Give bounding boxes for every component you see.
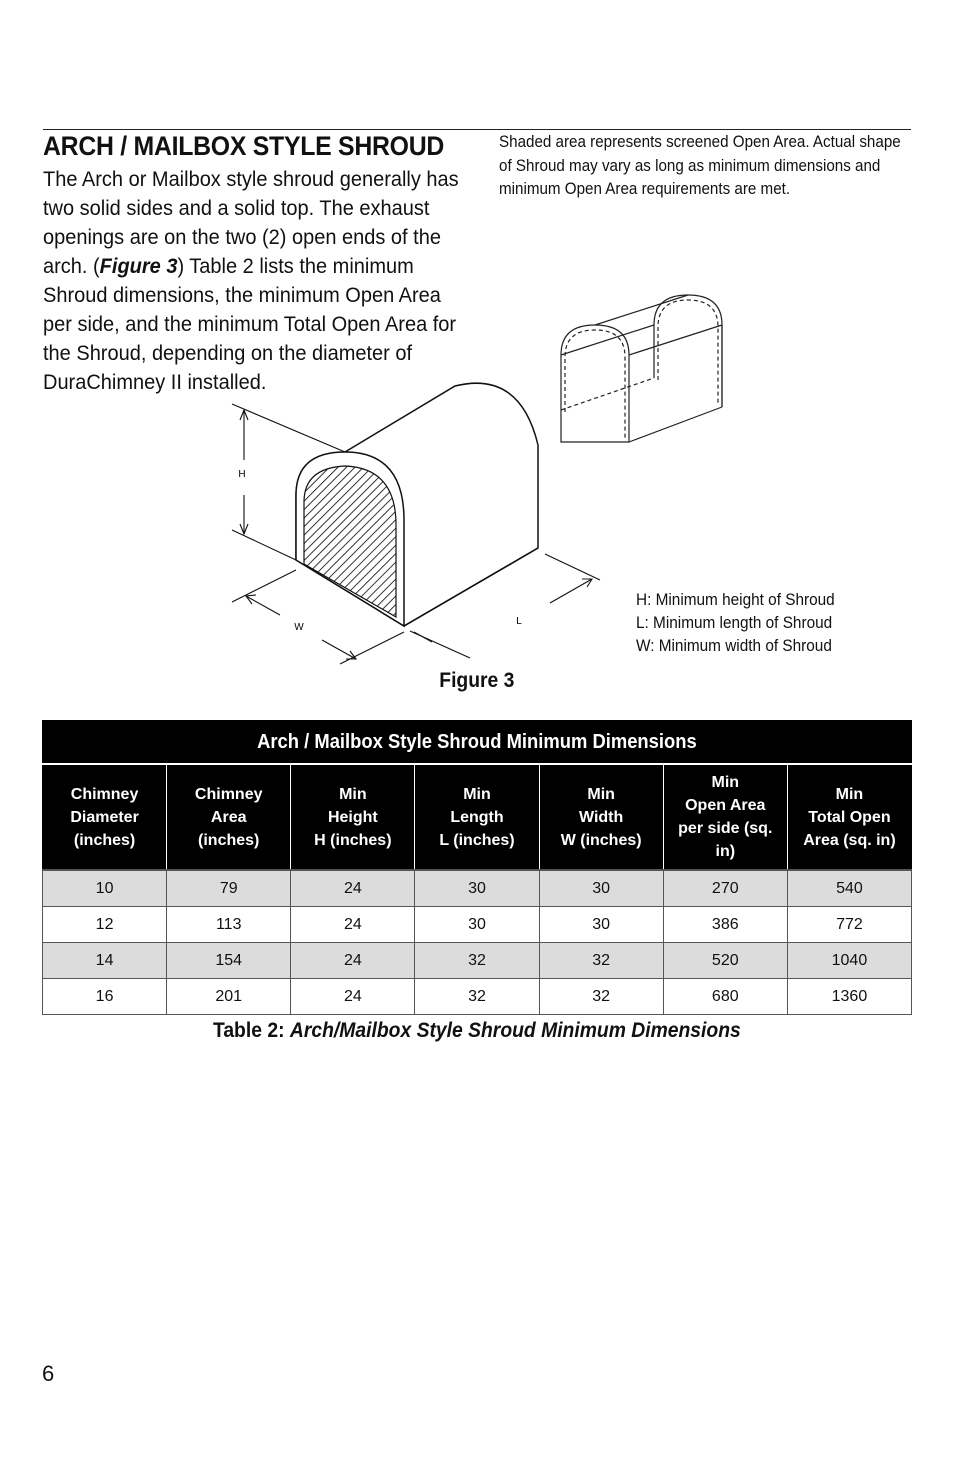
table-cell: 32 bbox=[539, 943, 663, 979]
table-row bbox=[43, 943, 912, 979]
column-header: Min Open Area per side (sq. in) bbox=[663, 764, 787, 870]
wireframe-shroud-drawing bbox=[561, 295, 722, 442]
table-cell: 79 bbox=[167, 870, 291, 907]
table-cell: 32 bbox=[415, 943, 539, 979]
shroud-dimensions-table bbox=[42, 720, 912, 1015]
table-cell: 201 bbox=[167, 979, 291, 1015]
table-cell: 12 bbox=[43, 907, 167, 943]
table-cell: 24 bbox=[291, 870, 415, 907]
arch-shroud-drawing bbox=[296, 383, 538, 626]
table-cell: 32 bbox=[415, 979, 539, 1015]
heading-rule bbox=[43, 129, 911, 130]
figure-reference: Figure 3 bbox=[99, 254, 178, 278]
legend-width: W: Minimum width of Shroud bbox=[636, 637, 832, 655]
table-cell: 154 bbox=[167, 943, 291, 979]
paragraph-text-end: ) Table 2 lists the minimum Shroud dimensions, the minimum Open Area per side, and the minimum Total Open Area for the Shroud, depending on the diameter of DuraChimney II installed. bbox=[43, 254, 457, 394]
table-cell: 1040 bbox=[787, 943, 911, 979]
table-row bbox=[43, 870, 912, 907]
table-caption-text: Arch/Mailbox Style Shroud Minimum Dimensions bbox=[290, 1019, 741, 1042]
table-cell: 772 bbox=[787, 907, 911, 943]
table-cell: 1360 bbox=[787, 979, 911, 1015]
column-header: Chimney Diameter (inches) bbox=[43, 764, 167, 870]
table-cell: 24 bbox=[291, 943, 415, 979]
table-cell: 680 bbox=[663, 979, 787, 1015]
table-title bbox=[43, 721, 912, 765]
width-dimension-label: W bbox=[294, 622, 304, 633]
table-row bbox=[43, 907, 912, 943]
page-number: 6 bbox=[42, 1361, 55, 1386]
table-cell: 520 bbox=[663, 943, 787, 979]
column-header: Min Width W (inches) bbox=[539, 764, 663, 870]
table-cell: 16 bbox=[43, 979, 167, 1015]
table-cell: 30 bbox=[415, 907, 539, 943]
table-cell: 386 bbox=[663, 907, 787, 943]
table-cell: 30 bbox=[539, 870, 663, 907]
table-row bbox=[43, 979, 912, 1015]
column-header: Chimney Area (inches) bbox=[167, 764, 291, 870]
legend-height: H: Minimum height of Shroud bbox=[636, 591, 835, 609]
section-title: ARCH / MAILBOX STYLE SHROUD bbox=[43, 131, 445, 161]
figure-caption-text: Figure 3 bbox=[439, 669, 515, 692]
table-cell: 113 bbox=[167, 907, 291, 943]
table-cell: 24 bbox=[291, 979, 415, 1015]
dimension-legend bbox=[636, 589, 835, 658]
table-cell: 10 bbox=[43, 870, 167, 907]
table-title-text: Arch / Mailbox Style Shroud Minimum Dimensions bbox=[257, 730, 697, 753]
table-caption-label: Table 2: bbox=[213, 1019, 285, 1042]
table-cell: 30 bbox=[539, 907, 663, 943]
table-cell: 270 bbox=[663, 870, 787, 907]
table-caption bbox=[0, 1019, 954, 1043]
column-header: Min Length L (inches) bbox=[415, 764, 539, 870]
column-header: Min Total Open Area (sq. in) bbox=[787, 764, 911, 870]
table-cell: 30 bbox=[415, 870, 539, 907]
column-header: Min Height H (inches) bbox=[291, 764, 415, 870]
table-cell: 540 bbox=[787, 870, 911, 907]
table-cell: 24 bbox=[291, 907, 415, 943]
figure-caption bbox=[0, 669, 954, 693]
table-cell: 32 bbox=[539, 979, 663, 1015]
table-cell: 14 bbox=[43, 943, 167, 979]
legend-length: L: Minimum length of Shroud bbox=[636, 614, 833, 632]
height-dimension-label: H bbox=[238, 469, 246, 480]
figure-note: Shaded area represents screened Open Area. Actual shape of Shroud may vary as long as minimum dimensions and minimum Open Area requirements are met. bbox=[499, 133, 901, 198]
length-dimension-label: L bbox=[516, 616, 522, 627]
paragraph-text-start: The Arch or Mailbox style shroud generally has two solid sides and a solid top. The exhaust openings are on the two (2) open ends of the arch. ( bbox=[43, 167, 459, 278]
